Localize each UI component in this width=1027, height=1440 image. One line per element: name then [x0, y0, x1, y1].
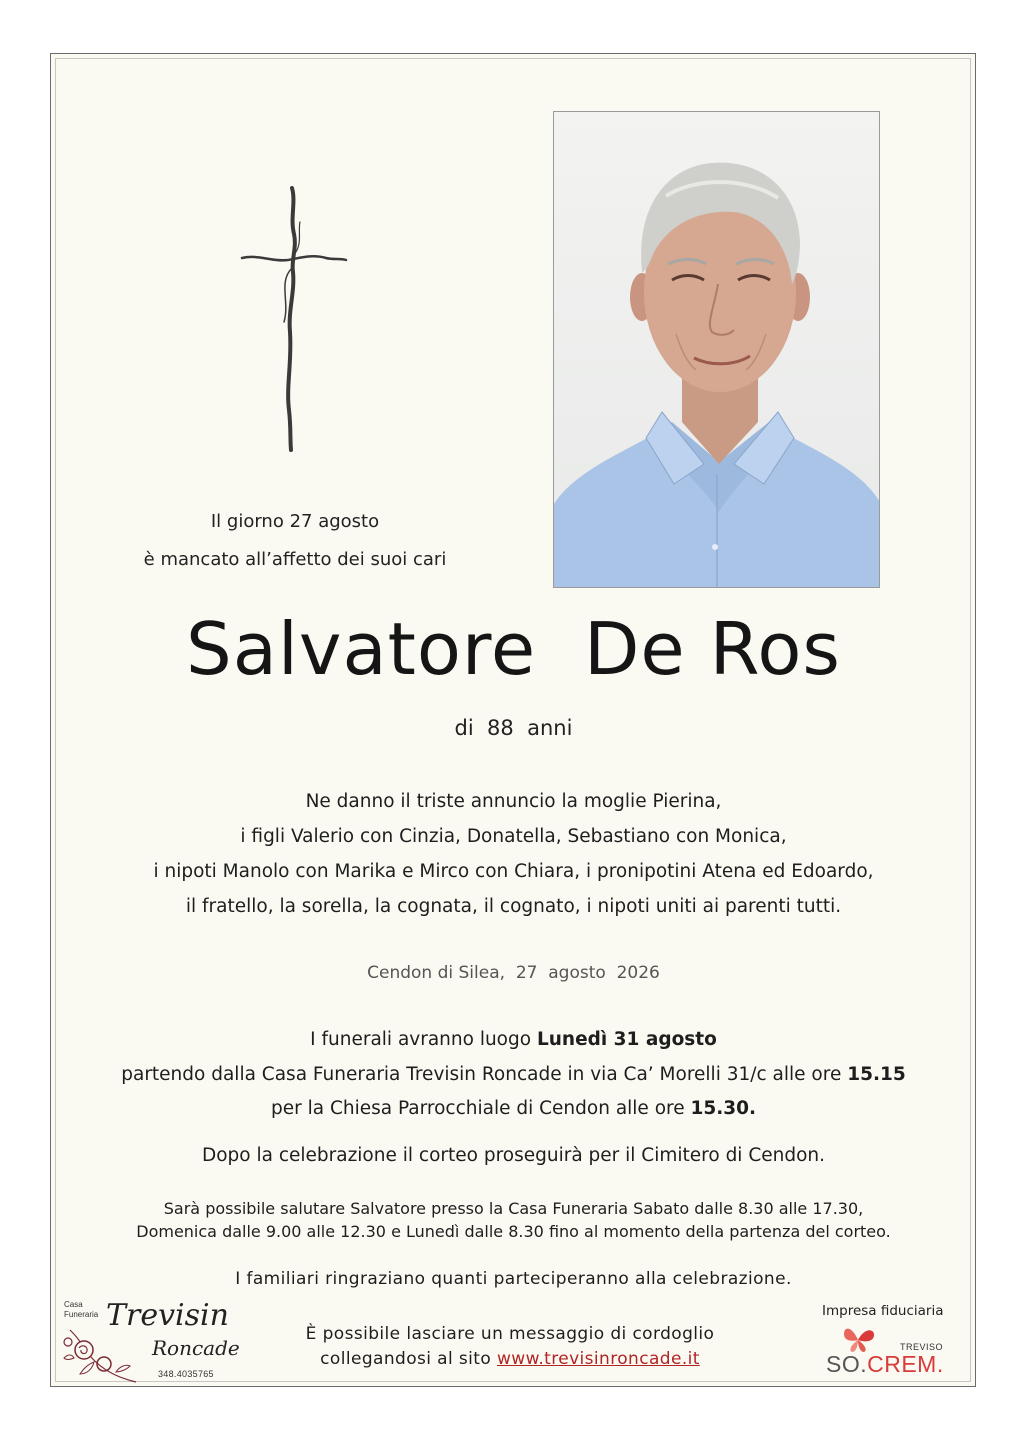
butterfly-icon	[842, 1324, 876, 1354]
socrem-brand-b: CREM.	[867, 1351, 944, 1377]
logo-sub: Roncade	[152, 1336, 240, 1360]
portrait-photo	[553, 111, 880, 588]
funeral-departure-line	[60, 1064, 967, 1085]
place-date: Cendon di Silea, 27 agosto 2026	[367, 963, 660, 983]
deceased-age: di 88 anni	[454, 716, 573, 740]
family-line: il fratello, la sorella, la cognata, il cognato, i nipoti uniti ai parenti tutti.	[185, 896, 842, 917]
funeral-church-text: per la Chiesa Parrocchiale di Cendon alle ore	[270, 1098, 691, 1119]
funeral-departure-text: partendo dalla Casa Funeraria Trevisin Roncade in via Ca’ Morelli 31/c alle ore	[121, 1064, 848, 1085]
logo-phone: 348.4035765	[158, 1369, 214, 1379]
funeral-church-time: 15.30.	[690, 1098, 757, 1119]
trevisin-logo	[60, 1296, 250, 1382]
visiting-line: Sarà possibile salutare Salvatore presso la Casa Funeraria Sabato dalle 8.30 alle 17.30,	[163, 1199, 864, 1218]
socrem-logo	[812, 1300, 962, 1384]
cortege-line: Dopo la celebrazione il corteo proseguirà per il Cimitero di Cendon.	[201, 1145, 826, 1166]
socrem-brand-a: SO.	[826, 1351, 868, 1377]
logo-casa-text: Casa	[64, 1300, 83, 1309]
logo-city: TREVISO	[900, 1342, 944, 1352]
condolence-link-prefix: collegandosi al sito	[320, 1349, 497, 1369]
condolence-link-line	[270, 1349, 750, 1369]
intro-date-line: Il giorno 27 agosto	[210, 511, 380, 532]
logo-brand: Trevisin	[106, 1298, 229, 1333]
deceased-name: Salvatore De Ros	[186, 607, 841, 691]
funeral-date-line	[60, 1029, 967, 1050]
funeral-date-prefix: I funerali avranno luogo	[310, 1029, 537, 1050]
family-line: i figli Valerio con Cinzia, Donatella, Sebastiano con Monica,	[240, 826, 787, 847]
family-line: Ne danno il triste annuncio la moglie Pierina,	[305, 791, 722, 812]
funeral-church-line	[60, 1098, 967, 1119]
cross-icon	[238, 182, 350, 454]
visiting-line: Domenica dalle 9.00 alle 12.30 e Lunedì dalle 8.30 fino al momento della partenza del corteo.	[136, 1222, 891, 1241]
family-line: i nipoti Manolo con Marika e Mirco con Chiara, i pronipotini Atena ed Edoardo,	[153, 861, 874, 882]
website-link[interactable]: www.trevisinroncade.it	[496, 1349, 700, 1369]
logo-funeraria-text: Funeraria	[64, 1310, 99, 1319]
intro-passing-line: è mancato all’affetto dei suoi cari	[143, 549, 447, 570]
thanks-line: I familiari ringraziano quanti parteciperanno alla celebrazione.	[235, 1269, 792, 1289]
condolence-line: È possibile lasciare un messaggio di cordoglio	[305, 1324, 715, 1344]
funeral-departure-time: 15.15	[847, 1064, 906, 1085]
socrem-brand	[826, 1351, 944, 1378]
funeral-date: Lunedì 31 agosto	[536, 1029, 717, 1050]
impresa-fiduciaria-label: Impresa fiduciaria	[822, 1303, 944, 1319]
